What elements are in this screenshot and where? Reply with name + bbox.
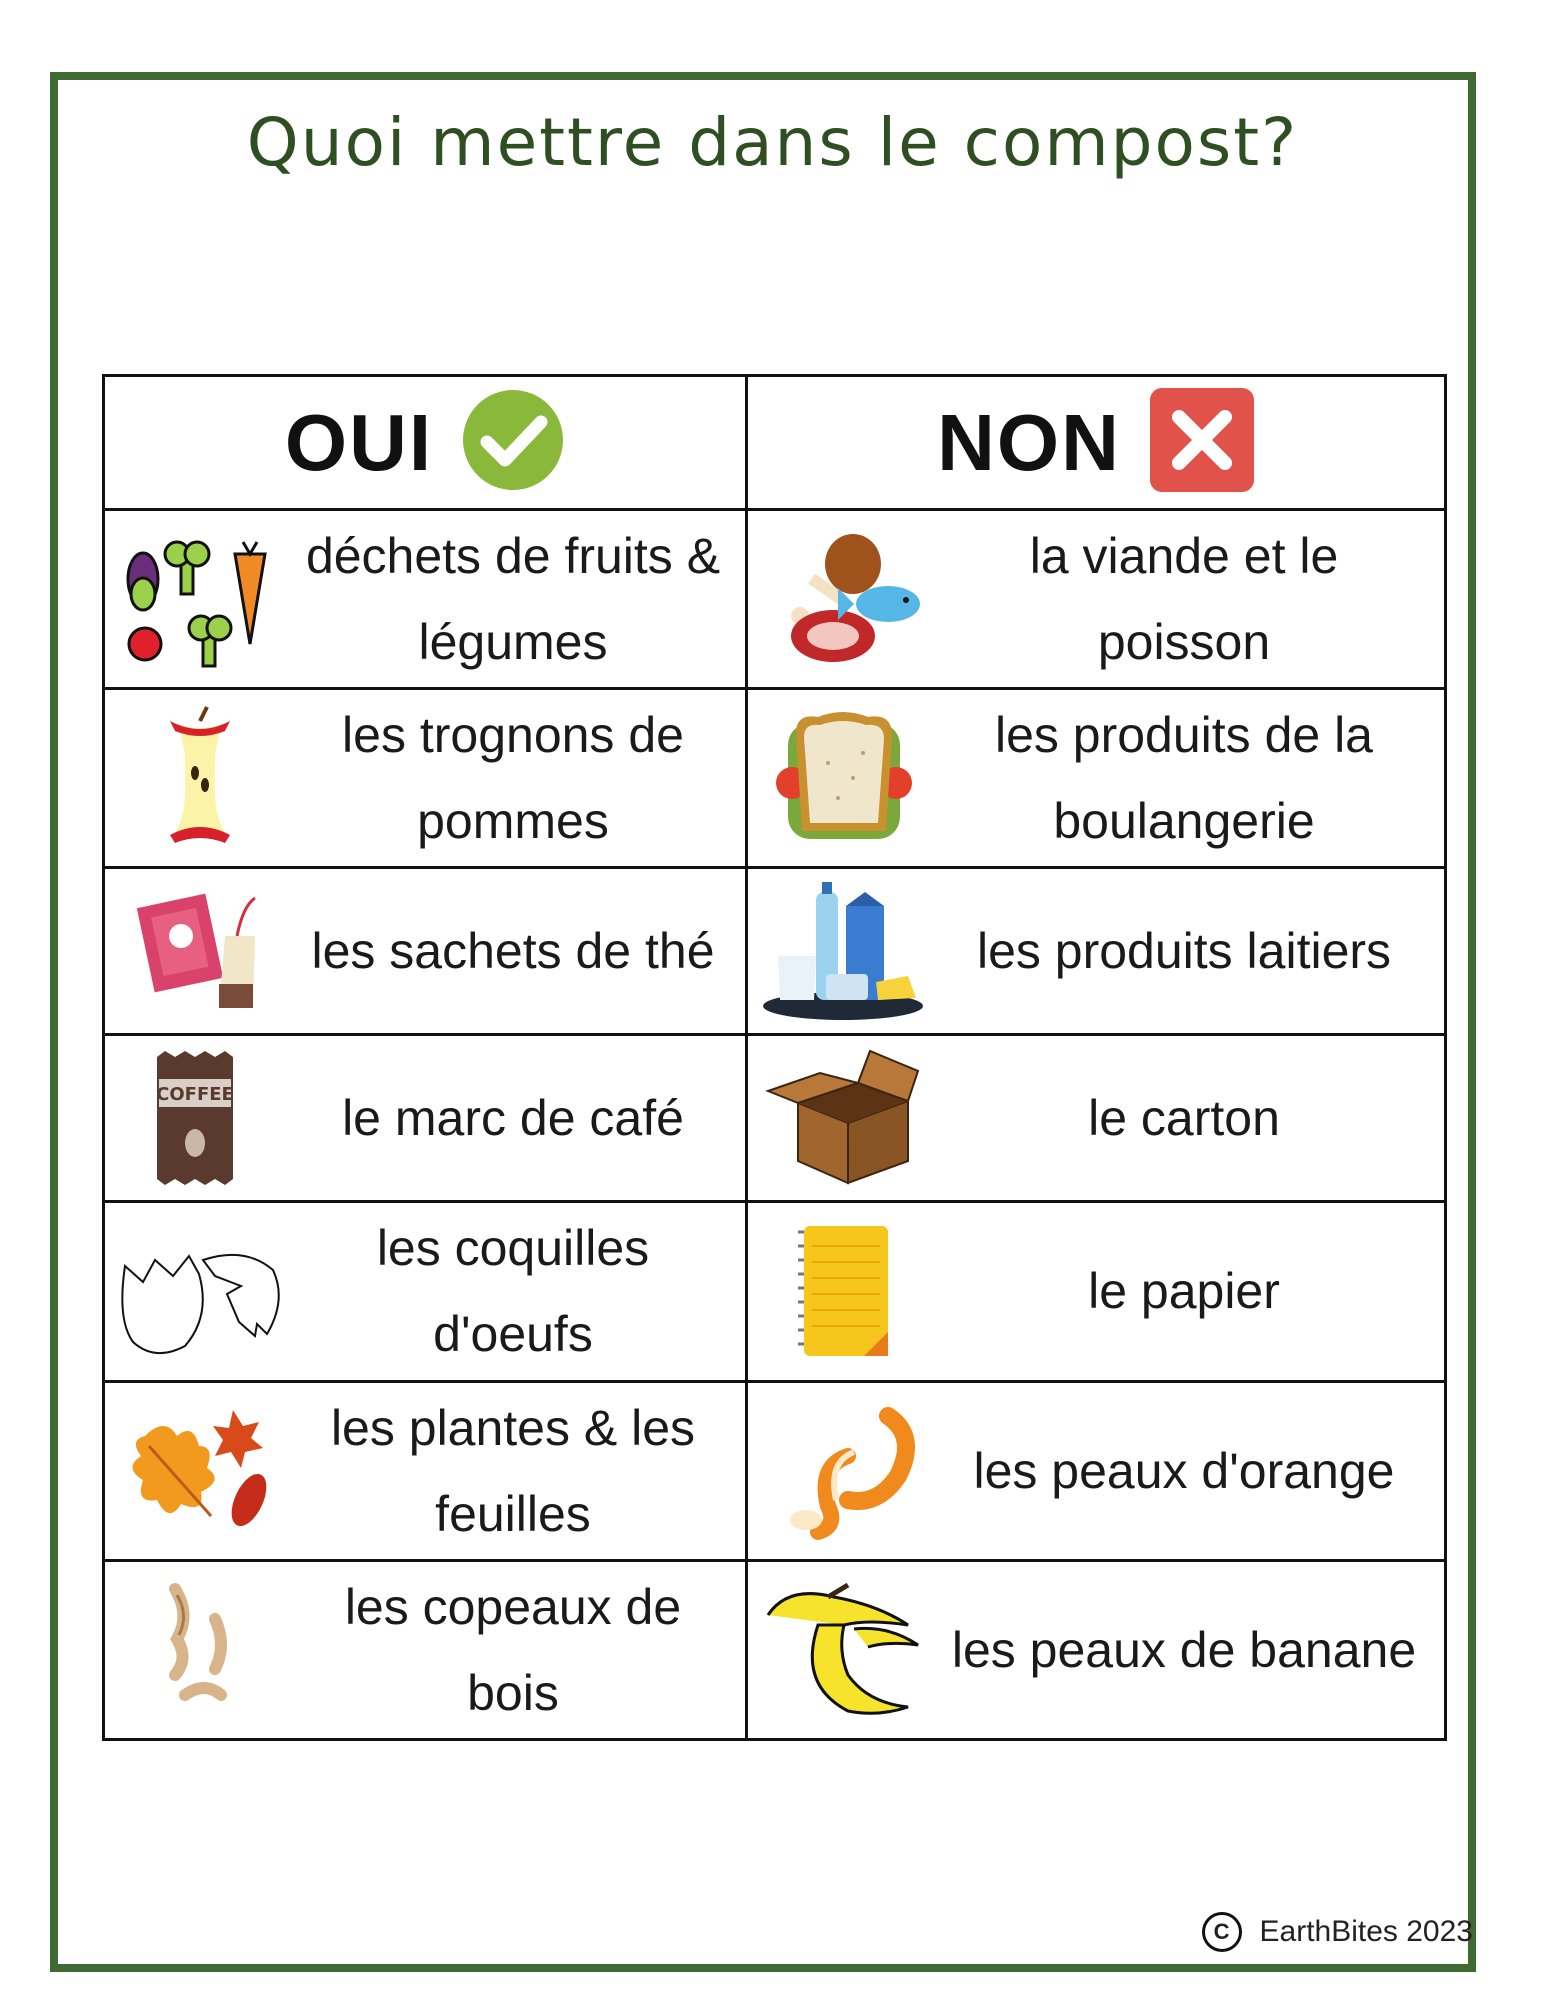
table-row [104, 510, 1446, 689]
header-non-label: NON [937, 397, 1121, 487]
oui-label: les copeaux de bois [344, 1578, 682, 1721]
oui-cell [104, 868, 747, 1035]
copyright [1202, 1912, 1473, 1952]
meat-fish-icon [748, 519, 938, 679]
table-row [104, 1202, 1446, 1381]
non-label: le papier [1088, 1263, 1280, 1320]
oui-label: le marc de café [342, 1090, 684, 1147]
non-cell [747, 1560, 1446, 1739]
oui-cell [104, 1381, 747, 1560]
non-cell [747, 868, 1446, 1035]
check-circle-icon [461, 388, 565, 497]
oui-label: les sachets de thé [311, 923, 715, 980]
page-title: Quoi mettre dans le compost? [246, 104, 1299, 181]
sandwich-icon [748, 698, 938, 858]
cardboard-box-icon [748, 1038, 938, 1198]
oui-label: déchets de fruits & légumes [305, 528, 721, 671]
non-label: les peaux de banane [951, 1621, 1417, 1678]
oui-cell [104, 689, 747, 868]
header-row [104, 376, 1446, 510]
non-label: les peaux d'orange [973, 1442, 1395, 1499]
tea-bag-icon [105, 871, 295, 1031]
non-cell [747, 1202, 1446, 1381]
header-non [747, 376, 1446, 510]
non-cell [747, 1381, 1446, 1560]
table-row [104, 868, 1446, 1035]
oui-cell [104, 1035, 747, 1202]
paper-notepad-icon [748, 1211, 938, 1371]
autumn-leaves-icon [105, 1391, 295, 1551]
apple-core-icon [105, 698, 295, 858]
oui-label: les plantes & les feuilles [330, 1399, 696, 1542]
eggshell-icon [105, 1211, 295, 1371]
table-row [104, 1035, 1446, 1202]
copyright-text: EarthBites 2023 [1259, 1915, 1473, 1948]
header-oui-label: OUI [284, 397, 434, 487]
wood-shavings-icon [105, 1570, 295, 1730]
non-cell [747, 1035, 1446, 1202]
non-label: les produits de la boulangerie [994, 707, 1373, 850]
cross-square-icon [1149, 387, 1255, 498]
non-cell [747, 689, 1446, 868]
non-label: le carton [1088, 1090, 1280, 1147]
coffee-bag-icon [105, 1038, 295, 1198]
oui-label: les coquilles d'oeufs [376, 1220, 650, 1363]
table-row [104, 1381, 1446, 1560]
banana-peel-icon [748, 1570, 938, 1730]
dairy-icon [748, 871, 938, 1031]
vegetables-icon [105, 519, 295, 679]
table-row [104, 689, 1446, 868]
oui-cell [104, 510, 747, 689]
orange-peel-icon [748, 1391, 938, 1551]
non-cell [747, 510, 1446, 689]
svg-text:COFFEE: COFFEE [156, 1084, 234, 1106]
copyright-icon: C [1202, 1912, 1242, 1952]
oui-cell [104, 1560, 747, 1739]
oui-cell [104, 1202, 747, 1381]
oui-label: les trognons de pommes [342, 707, 684, 850]
compost-table [102, 374, 1447, 1741]
non-label: les produits laitiers [976, 923, 1392, 980]
table-row [104, 1560, 1446, 1739]
header-oui [104, 376, 747, 510]
non-label: la viande et le poisson [1029, 528, 1339, 671]
